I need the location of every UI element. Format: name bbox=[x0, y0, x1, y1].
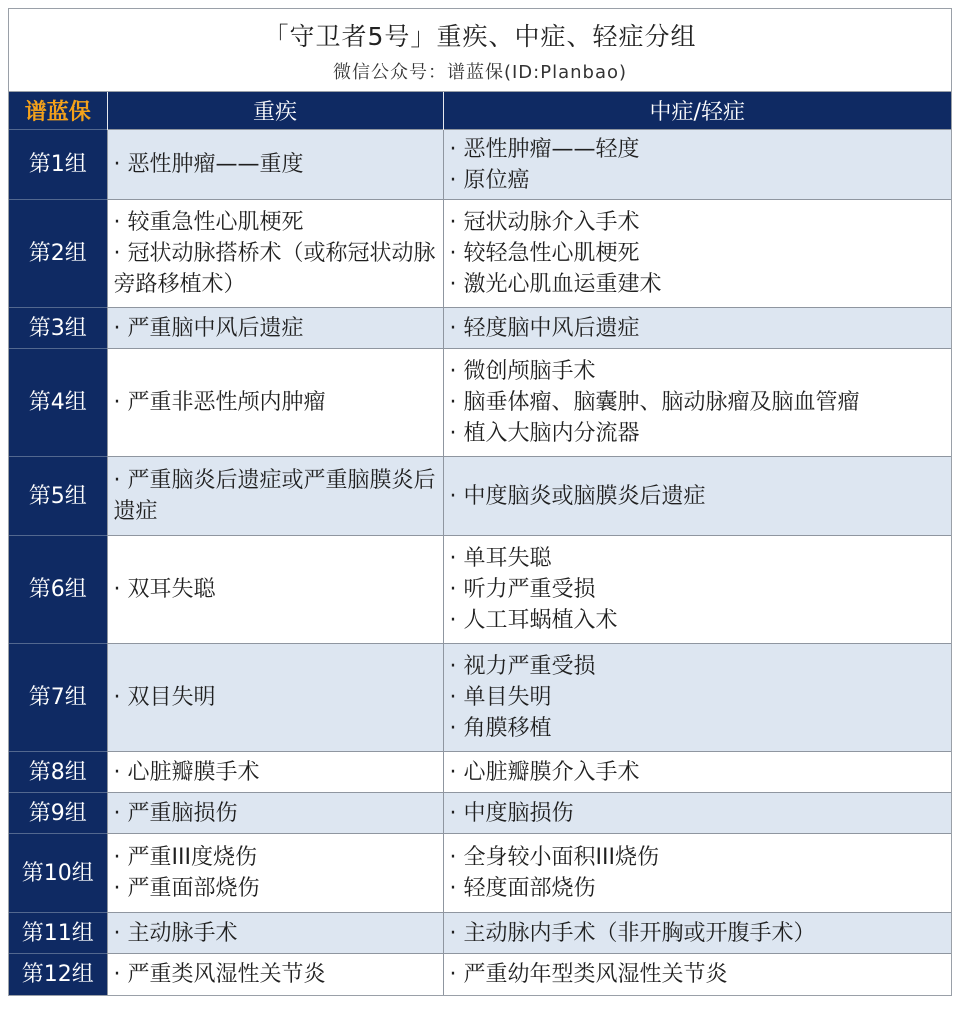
group-label: 第9组 bbox=[9, 793, 107, 834]
illness-item: · 微创颅脑手术 bbox=[449, 359, 596, 384]
illness-item: · 双耳失聪 bbox=[113, 577, 216, 602]
illness-item: · 恶性肿瘤——轻度 bbox=[449, 136, 640, 162]
illness-item: · 严重脑中风后遗症 bbox=[113, 315, 304, 341]
mild-illness-cell bbox=[443, 793, 951, 834]
illness-item: · 人工耳蜗植入术 bbox=[449, 608, 618, 633]
illness-item: · 恶性肿瘤——重度 bbox=[113, 152, 304, 177]
mild-illness-cell bbox=[443, 913, 951, 954]
illness-item: · 角膜移植 bbox=[449, 716, 552, 741]
critical-illness-cell bbox=[107, 200, 443, 308]
group-label: 第2组 bbox=[9, 200, 107, 308]
mild-illness-cell bbox=[443, 200, 951, 308]
illness-item: · 冠状动脉介入手术 bbox=[449, 210, 640, 235]
illness-item: · 冠状动脉搭桥术（或称冠状动脉旁路移植术） bbox=[113, 241, 436, 297]
group-label: 第7组 bbox=[9, 644, 107, 752]
illness-item: · 主动脉内手术（非开胸或开腹手术） bbox=[449, 920, 816, 946]
illness-item: · 植入大脑内分流器 bbox=[449, 421, 640, 446]
group-label: 第12组 bbox=[9, 954, 107, 995]
header-critical: 重疾 bbox=[107, 92, 443, 130]
page-subtitle: 微信公众号：谱蓝保(ID:Planbao) bbox=[332, 61, 628, 83]
group-label: 第8组 bbox=[9, 752, 107, 793]
illness-item: · 较轻急性心肌梗死 bbox=[449, 241, 640, 266]
mild-illness-cell bbox=[443, 308, 951, 349]
mild-illness-cell bbox=[443, 954, 951, 995]
table-row bbox=[9, 457, 951, 536]
group-label: 第5组 bbox=[9, 457, 107, 536]
table-row bbox=[9, 536, 951, 644]
illness-item: · 严重非恶性颅内肿瘤 bbox=[113, 390, 326, 415]
groups-table-card bbox=[8, 8, 952, 996]
illness-item: · 严重类风湿性关节炎 bbox=[113, 961, 326, 987]
illness-item: · 全身较小面积III烧伤 bbox=[449, 845, 659, 870]
illness-item: · 听力严重受损 bbox=[449, 577, 596, 602]
critical-illness-cell bbox=[107, 536, 443, 644]
illness-item: · 严重脑炎后遗症或严重脑膜炎后遗症 bbox=[113, 468, 436, 524]
illness-item: · 视力严重受损 bbox=[449, 654, 596, 679]
group-label: 第4组 bbox=[9, 349, 107, 457]
table-row bbox=[9, 793, 951, 834]
title-box bbox=[9, 9, 951, 92]
table-row bbox=[9, 644, 951, 752]
mild-illness-cell bbox=[443, 536, 951, 644]
critical-illness-cell bbox=[107, 913, 443, 954]
illness-item: · 单目失明 bbox=[449, 685, 552, 710]
illness-item: · 心脏瓣膜手术 bbox=[113, 759, 260, 785]
critical-illness-cell bbox=[107, 752, 443, 793]
mild-illness-cell bbox=[443, 644, 951, 752]
page-title: 「守卫者5号」重疾、中症、轻症分组 bbox=[263, 21, 697, 51]
mild-illness-cell bbox=[443, 349, 951, 457]
mild-illness-cell bbox=[443, 130, 951, 200]
table-row bbox=[9, 308, 951, 349]
critical-illness-cell bbox=[107, 308, 443, 349]
illness-item: · 中度脑炎或脑膜炎后遗症 bbox=[449, 483, 706, 509]
group-label: 第10组 bbox=[9, 834, 107, 913]
illness-item: · 脑垂体瘤、脑囊肿、脑动脉瘤及脑血管瘤 bbox=[449, 390, 860, 415]
illness-item: · 激光心肌血运重建术 bbox=[449, 272, 662, 297]
mild-illness-cell bbox=[443, 752, 951, 793]
group-label: 第3组 bbox=[9, 308, 107, 349]
critical-illness-cell bbox=[107, 457, 443, 536]
group-label: 第1组 bbox=[9, 130, 107, 200]
table-body bbox=[9, 130, 951, 995]
table-row bbox=[9, 130, 951, 200]
table-row bbox=[9, 349, 951, 457]
table-row bbox=[9, 954, 951, 995]
illness-item: · 主动脉手术 bbox=[113, 920, 238, 946]
mild-illness-cell bbox=[443, 834, 951, 913]
mild-illness-cell bbox=[443, 457, 951, 536]
illness-item: · 严重脑损伤 bbox=[113, 800, 238, 826]
illness-item: · 心脏瓣膜介入手术 bbox=[449, 759, 640, 785]
critical-illness-cell bbox=[107, 954, 443, 995]
illness-item: · 严重III度烧伤 bbox=[113, 845, 257, 870]
critical-illness-cell bbox=[107, 349, 443, 457]
header-brand: 谱蓝保 bbox=[9, 92, 107, 130]
header-mild: 中症/轻症 bbox=[443, 92, 951, 130]
illness-item: · 较重急性心肌梗死 bbox=[113, 210, 304, 235]
illness-item: · 中度脑损伤 bbox=[449, 800, 574, 826]
table-row bbox=[9, 752, 951, 793]
illness-item: · 双目失明 bbox=[113, 685, 216, 710]
critical-illness-cell bbox=[107, 130, 443, 200]
group-label: 第6组 bbox=[9, 536, 107, 644]
groups-table bbox=[9, 92, 951, 995]
illness-item: · 严重幼年型类风湿性关节炎 bbox=[449, 961, 728, 987]
group-label: 第11组 bbox=[9, 913, 107, 954]
table-row bbox=[9, 913, 951, 954]
critical-illness-cell bbox=[107, 793, 443, 834]
critical-illness-cell bbox=[107, 644, 443, 752]
table-row bbox=[9, 834, 951, 913]
table-header-row bbox=[9, 92, 951, 130]
illness-item: · 单耳失聪 bbox=[449, 546, 552, 571]
illness-item: · 轻度脑中风后遗症 bbox=[449, 315, 640, 341]
illness-item: · 严重面部烧伤 bbox=[113, 876, 260, 901]
illness-item: · 原位癌 bbox=[449, 167, 530, 193]
illness-item: · 轻度面部烧伤 bbox=[449, 876, 596, 901]
critical-illness-cell bbox=[107, 834, 443, 913]
table-row bbox=[9, 200, 951, 308]
